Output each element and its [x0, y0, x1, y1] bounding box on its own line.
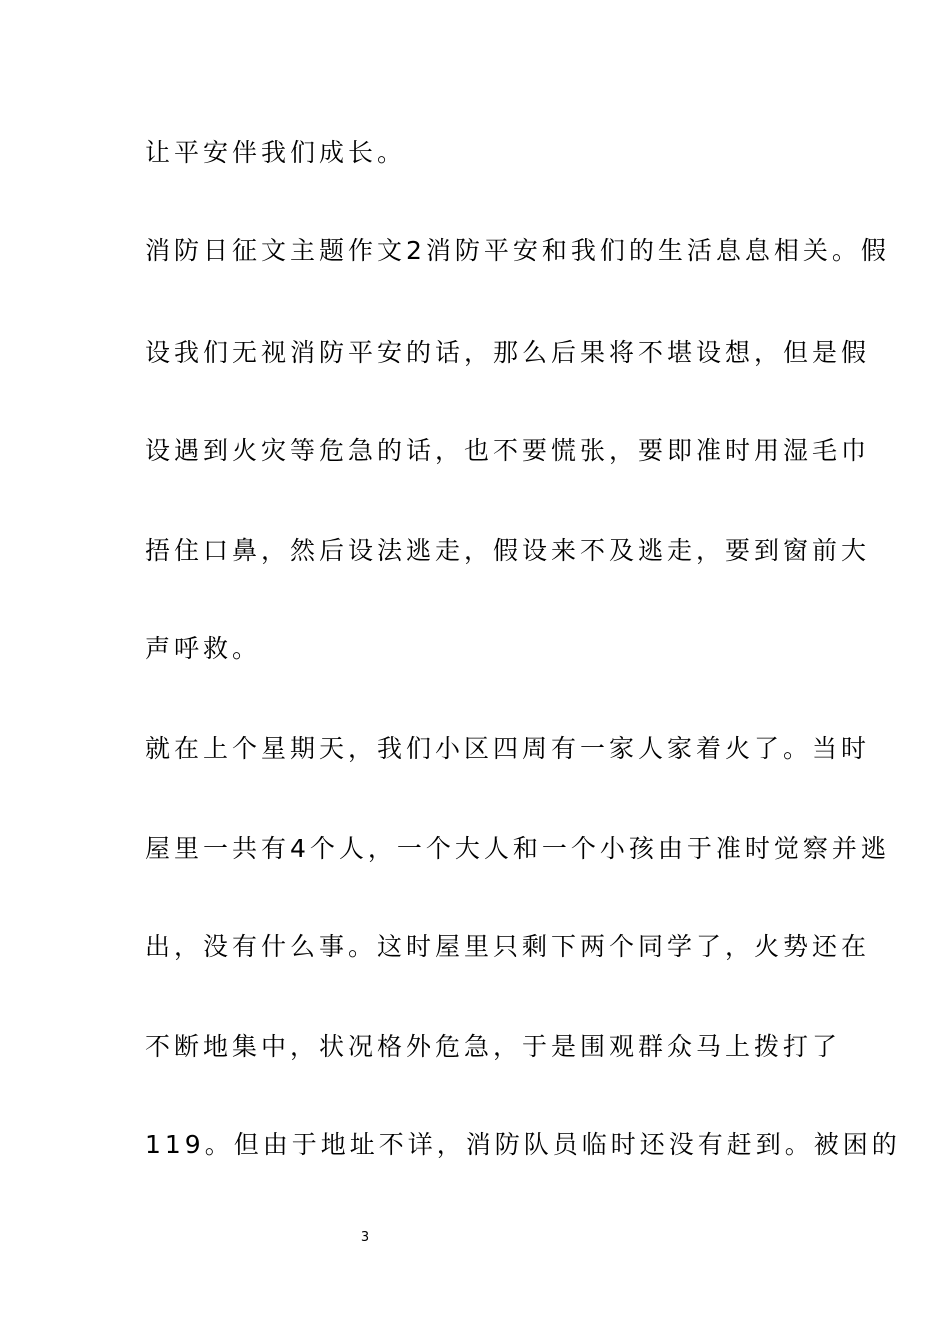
text-line: 屋里一共有4个人，一个大人和一个小孩由于准时觉察并逃 [145, 834, 890, 863]
text-line: 119。但由于地址不详，消防队员临时还没有赶到。被困的 [145, 1130, 901, 1159]
text-line: 出，没有什么事。这时屋里只剩下两个同学了，火势还在 [145, 932, 871, 961]
text-line: 捂住口鼻，然后设法逃走，假设来不及逃走，要到窗前大 [145, 536, 871, 565]
text-line: 设我们无视消防平安的话，那么后果将不堪设想，但是假 [145, 338, 871, 367]
text-line: 设遇到火灾等危急的话，也不要慌张，要即准时用湿毛巾 [145, 436, 871, 465]
text-line: 让平安伴我们成长。 [145, 138, 407, 167]
text-line: 不断地集中，状况格外危急，于是围观群众马上拨打了 [145, 1032, 842, 1061]
text-line: 声呼救。 [145, 634, 262, 663]
page-number: 3 [360, 1230, 370, 1245]
text-line: 就在上个星期天，我们小区四周有一家人家着火了。当时 [145, 734, 871, 763]
text-line: 消防日征文主题作文2消防平安和我们的生活息息相关。假 [145, 236, 890, 265]
